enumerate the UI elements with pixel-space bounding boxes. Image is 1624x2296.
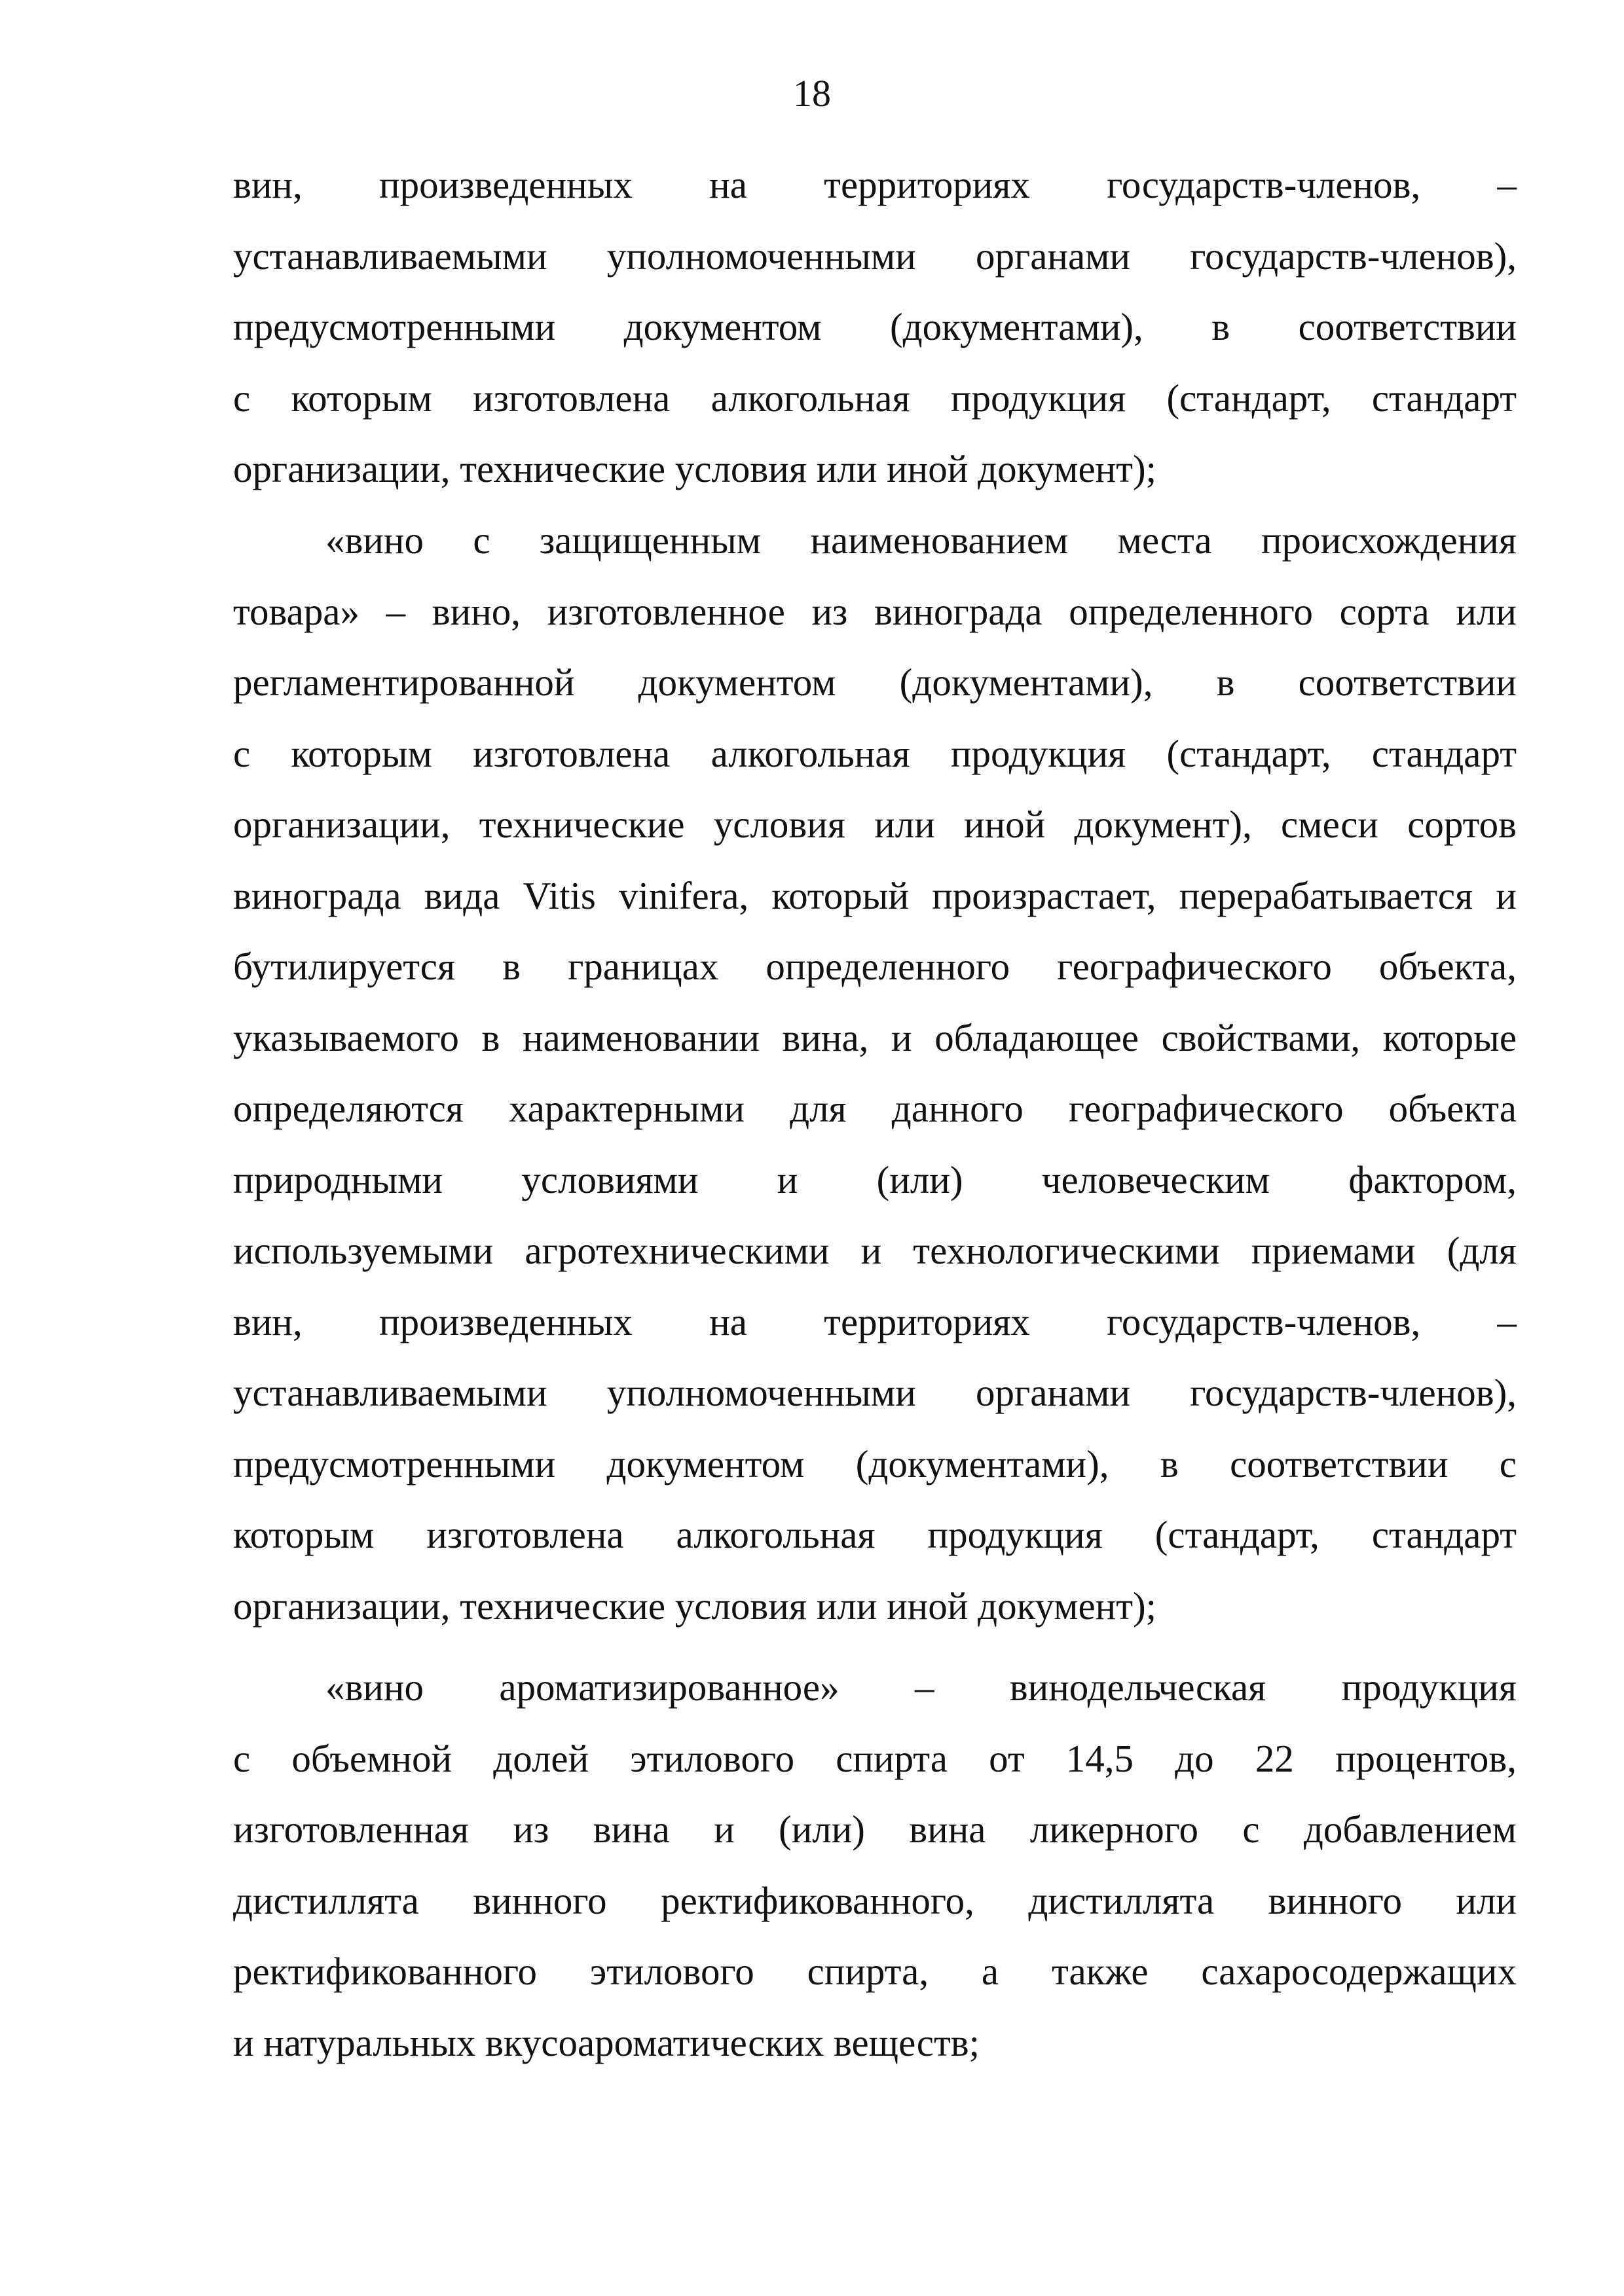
text-line: организации, технические условия или иной документ), смеси сортов bbox=[233, 803, 1517, 846]
text-line: устанавливаемыми уполномоченными органами государств-членов), bbox=[233, 1371, 1517, 1414]
text-line: вин, произведенных на территориях государств-членов, – bbox=[233, 1300, 1517, 1343]
text-line: «вино ароматизированное» – винодельческая продукция bbox=[325, 1666, 1517, 1709]
text-line: с объемной долей этилового спирта от 14,5 до 22 процентов, bbox=[233, 1736, 1517, 1780]
text-line: организации, технические условия или иной документ); bbox=[233, 1584, 1157, 1628]
text-line: дистиллята винного ректификованного, дистиллята винного или bbox=[233, 1878, 1517, 1922]
text-line: указываемого в наименовании вина, и обладающее свойствами, которые bbox=[233, 1015, 1517, 1059]
text-line: бутилируется в границах определенного географического объекта, bbox=[233, 945, 1517, 988]
page-number: 18 bbox=[793, 72, 831, 115]
text-line: изготовленная из вина и (или) вина ликерного с добавлением bbox=[233, 1808, 1517, 1851]
definition-paragraph-protected-origin bbox=[233, 505, 1517, 1641]
text-line: которым изготовлена алкогольная продукция (стандарт, стандарт bbox=[233, 1513, 1517, 1556]
text-line: предусмотренными документом (документами), в соответствии bbox=[233, 305, 1517, 348]
text-line: «вино с защищенным наименованием места происхождения bbox=[325, 519, 1517, 562]
text-line: организации, технические условия или иной документ); bbox=[233, 447, 1157, 490]
text-line: вин, произведенных на территориях государств-членов, – bbox=[233, 163, 1517, 206]
text-line: предусмотренными документом (документами), в соответствии с bbox=[233, 1442, 1517, 1485]
text-line: регламентированной документом (документами), в соответствии bbox=[233, 661, 1517, 704]
text-line: природными условиями и (или) человеческим фактором, bbox=[233, 1157, 1517, 1201]
text-line: и натуральных вкусоароматических веществ; bbox=[233, 2020, 980, 2064]
text-line: винограда вида Vitis vinifera, который произрастает, перерабатывается и bbox=[233, 873, 1517, 917]
text-line: используемыми агротехническими и технологическими приемами (для bbox=[233, 1229, 1517, 1272]
text-line: товара» – вино, изготовленное из винограда определенного сорта или bbox=[233, 589, 1517, 633]
paragraph-continuation bbox=[233, 149, 1517, 505]
definition-paragraph-aromatized-wine bbox=[233, 1652, 1517, 2078]
text-line: с которым изготовлена алкогольная продукция (стандарт, стандарт bbox=[233, 731, 1517, 775]
text-line: определяются характерными для данного географического объекта bbox=[233, 1087, 1517, 1130]
text-line: с которым изготовлена алкогольная продукция (стандарт, стандарт bbox=[233, 376, 1517, 420]
text-line: устанавливаемыми уполномоченными органами государств-членов), bbox=[233, 234, 1517, 278]
text-line: ректификованного этилового спирта, а также сахаросодержащих bbox=[233, 1950, 1517, 1993]
